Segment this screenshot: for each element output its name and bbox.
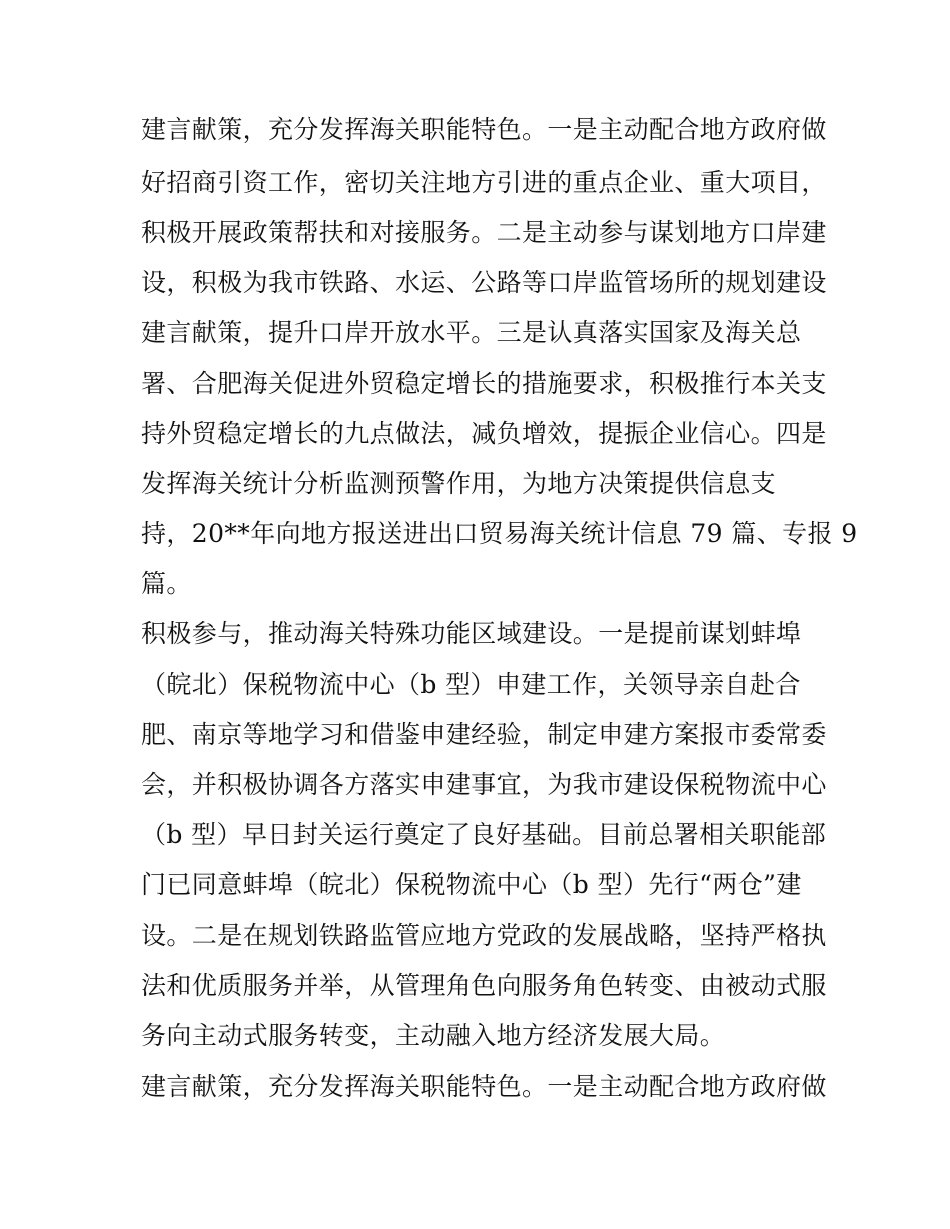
text-line: 积极开展政策帮扶和对接服务。二是主动参与谋划地方口岸建 — [141, 218, 827, 247]
text-line: （b 型）早日封关运行奠定了良好基础。目前总署相关职能部 — [141, 820, 827, 849]
text-line: 法和优质服务并举，从管理角色向服务角色转变、由被动式服 — [141, 971, 827, 1000]
text-line: 建言献策，充分发挥海关职能特色。一是主动配合地方政府做 — [141, 115, 827, 144]
text-line: 篇。 — [141, 569, 192, 598]
text-line: 肥、南京等地学习和借鉴申建经验，制定申建方案报市委常委 — [141, 720, 827, 749]
text-line: 会，并积极协调各方落实申建事宜，为我市建设保税物流中心 — [141, 770, 827, 799]
text-line: 建言献策，提升口岸开放水平。三是认真落实国家及海关总 — [141, 318, 802, 347]
text-line: 设。二是在规划铁路监管应地方党政的发展战略，坚持严格执 — [141, 921, 827, 950]
text-line: 设，积极为我市铁路、水运、公路等口岸监管场所的规划建设 — [141, 268, 827, 297]
text-line: 务向主动式服务转变，主动融入地方经济发展大局。 — [141, 1021, 726, 1050]
text-line: 署、合肥海关促进外贸稳定增长的措施要求，积极推行本关支 — [141, 369, 827, 398]
text-line: 好招商引资工作，密切关注地方引进的重点企业、重大项目， — [141, 168, 827, 197]
text-line: 门已同意蚌埠（皖北）保税物流中心（b 型）先行“两仓”建 — [141, 870, 802, 899]
text-line: 持，20**年向地方报送进出口贸易海关统计信息 79 篇、专报 9 — [141, 519, 858, 548]
text-line: 持外贸稳定增长的九点做法，减负增效，提振企业信心。四是 — [141, 419, 827, 448]
text-line: 发挥海关统计分析监测预警作用，为地方决策提供信息支 — [141, 469, 777, 498]
text-line: （皖北）保税物流中心（b 型）申建工作，关领导亲自赴合 — [141, 670, 801, 699]
text-line: 积极参与，推动海关特殊功能区域建设。一是提前谋划蚌埠 — [141, 619, 802, 648]
text-line: 建言献策，充分发挥海关职能特色。一是主动配合地方政府做 — [141, 1072, 827, 1101]
